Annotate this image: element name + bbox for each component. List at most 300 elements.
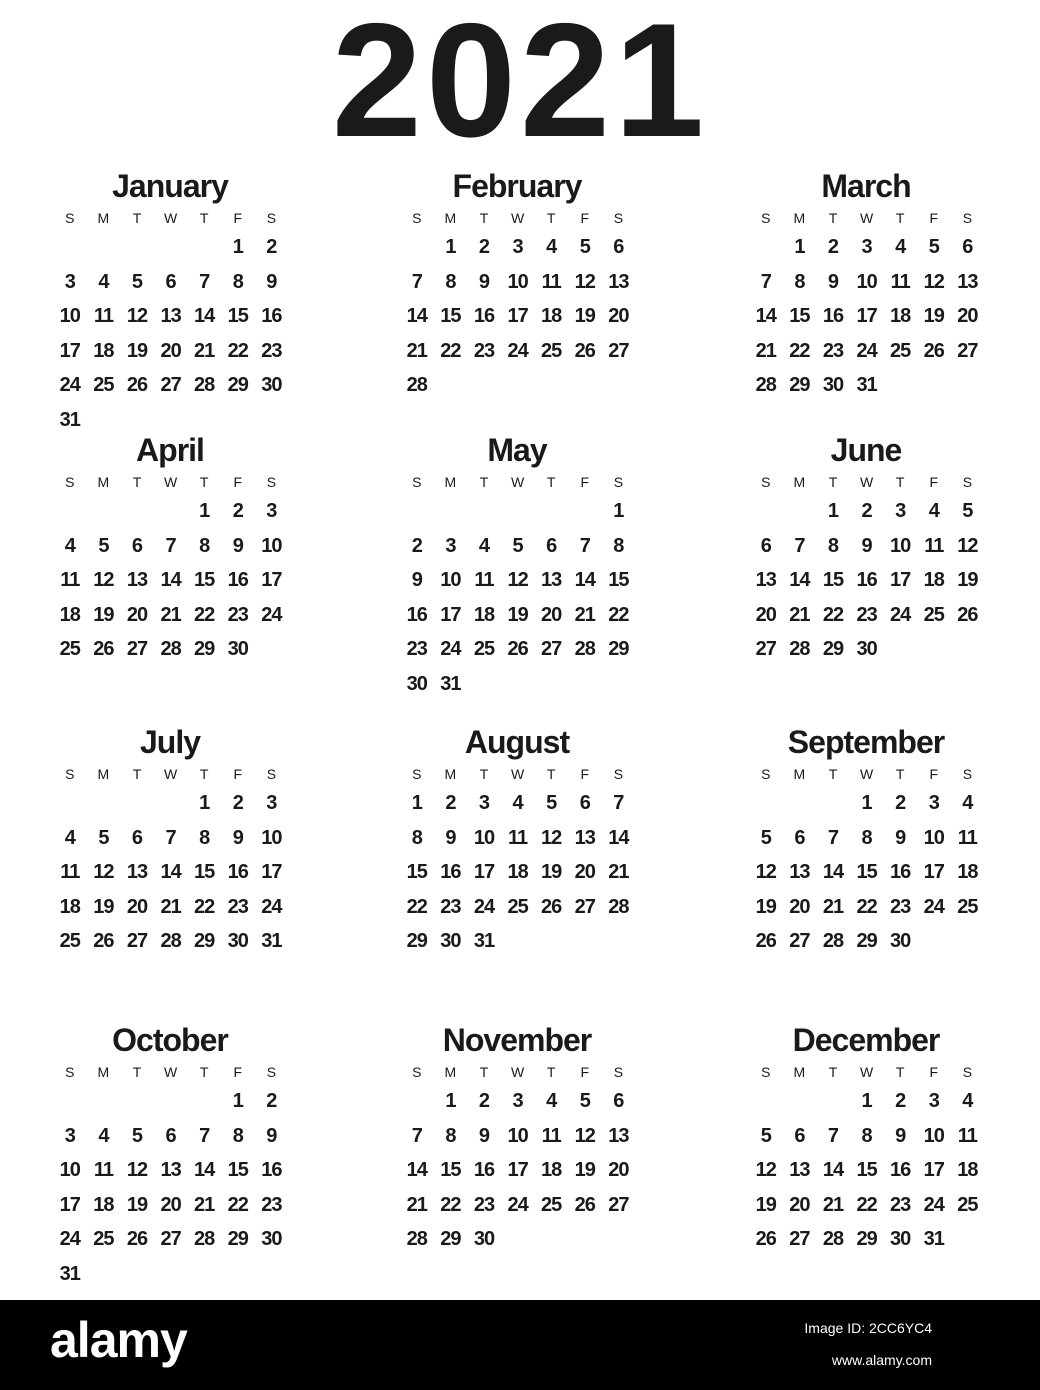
day-number: 26 [126,1228,148,1250]
day-number: 5 [131,1124,143,1147]
weekday-label: T [199,210,209,226]
weekday-label: F [929,1064,939,1080]
footer-bar [0,1300,1040,1390]
day-number: 5 [760,1124,771,1147]
day-number: 12 [574,1124,595,1147]
day-number: 9 [895,826,906,849]
day-number: 30 [890,930,911,952]
year-title: 2021 [331,0,709,171]
day-number: 3 [512,1090,523,1112]
day-number: 2 [266,236,277,258]
day-number: 4 [64,534,75,557]
day-number: 12 [93,861,114,883]
day-number: 26 [923,339,944,362]
day-number: 24 [923,1193,944,1216]
day-number: 11 [93,1159,113,1181]
day-number: 22 [227,339,248,362]
weekday-label: S [65,474,75,490]
day-number: 13 [160,1159,181,1181]
day-number: 4 [512,792,523,814]
day-number: 6 [165,270,176,293]
weekday-label: T [132,766,142,782]
day-number: 6 [131,534,143,557]
day-number: 26 [574,339,595,362]
weekday-label: M [793,210,806,226]
day-number: 17 [59,339,80,362]
day-number: 23 [856,603,877,626]
day-number: 11 [508,826,528,849]
day-number: 18 [59,603,80,626]
day-grid [749,470,986,667]
day-number: 28 [608,895,629,918]
day-number: 30 [440,930,461,952]
day-number: 5 [512,534,523,557]
weekday-label: W [859,210,874,226]
day-number: 23 [227,603,248,626]
day-number: 5 [579,236,590,258]
weekday-label: S [761,766,771,782]
day-number: 28 [160,638,181,660]
day-number: 24 [856,339,877,362]
day-number: 20 [126,895,148,918]
day-number: 13 [574,826,595,849]
day-number: 3 [928,792,939,814]
weekday-label: T [828,474,838,490]
month-name: July [139,724,201,760]
day-number: 18 [923,569,944,591]
day-number: 8 [445,1124,456,1147]
day-number: 25 [957,895,978,918]
day-number: 12 [755,1159,776,1181]
weekday-label: M [793,474,806,490]
weekday-label: T [828,1064,838,1080]
day-number: 15 [227,305,248,327]
day-number: 23 [406,638,427,660]
day-number: 4 [546,1090,557,1112]
day-number: 24 [923,895,944,918]
day-number: 5 [131,270,143,293]
day-number: 6 [760,534,771,557]
day-number: 9 [861,534,872,557]
day-number: 29 [440,1228,461,1250]
month-july [50,722,290,959]
day-number: 2 [445,792,456,814]
day-number: 10 [923,1124,944,1147]
day-number: 22 [856,895,877,918]
month-december [746,1020,986,1257]
day-number: 26 [93,638,114,660]
day-number: 10 [923,826,944,849]
day-number: 18 [473,603,495,626]
day-number: 25 [957,1193,978,1216]
day-number: 14 [789,569,810,591]
weekday-label: T [546,210,556,226]
weekday-label: T [828,766,838,782]
day-number: 2 [827,236,839,258]
day-number: 3 [478,792,490,814]
day-number: 10 [473,826,495,849]
day-number: 8 [827,534,839,557]
day-number: 28 [406,1228,427,1250]
day-number: 27 [608,339,629,362]
day-number: 5 [962,500,973,522]
day-number: 20 [608,1159,629,1181]
day-number: 7 [794,534,805,557]
site-url: www.alamy.com [831,1352,932,1368]
day-number: 31 [440,672,461,695]
day-number: 17 [473,861,495,883]
day-number: 31 [59,408,80,431]
day-number: 14 [822,1159,844,1181]
day-number: 14 [406,305,427,327]
day-number: 20 [160,339,181,362]
day-number: 18 [507,861,528,883]
month-april [50,430,290,667]
day-number: 22 [608,603,629,626]
day-number: 6 [794,1124,805,1147]
weekday-label: S [613,474,624,490]
month-name: August [464,724,570,760]
day-number: 22 [440,1193,461,1216]
day-number: 29 [789,374,810,396]
day-number: 12 [126,1159,148,1181]
weekday-label: F [233,766,243,782]
day-number: 21 [406,1193,427,1216]
day-number: 15 [194,861,215,883]
weekday-label: F [233,1064,243,1080]
day-number: 20 [789,895,810,918]
day-number: 7 [613,792,624,814]
day-number: 6 [962,236,973,258]
day-number: 15 [822,569,844,591]
day-number: 26 [574,1193,595,1216]
day-number: 7 [827,826,839,849]
day-number: 15 [440,1159,461,1181]
day-number: 1 [232,1090,243,1112]
day-number: 1 [794,236,805,258]
day-number: 8 [445,270,456,293]
day-number: 1 [199,500,210,522]
weekday-label: F [580,766,590,782]
weekday-label: T [199,1064,209,1080]
day-number: 4 [64,826,75,849]
day-number: 29 [406,930,427,952]
day-number: 22 [856,1193,877,1216]
day-number: 21 [789,603,810,626]
day-number: 8 [861,826,872,849]
day-number: 16 [822,305,844,327]
weekday-label: S [412,474,422,490]
day-number: 1 [232,236,243,258]
day-number: 18 [541,1159,562,1181]
weekday-label: M [444,1064,457,1080]
day-number: 19 [541,861,562,883]
month-name: October [112,1022,228,1058]
day-number: 23 [227,895,248,918]
day-number: 22 [194,603,215,626]
day-number: 30 [227,638,248,660]
day-number: 20 [541,603,562,626]
day-number: 4 [962,792,973,814]
weekday-label: T [895,1064,905,1080]
day-number: 7 [827,1124,839,1147]
day-number: 19 [126,339,148,362]
day-number: 9 [478,1124,490,1147]
day-number: 20 [574,861,595,883]
weekday-label: S [962,766,973,782]
day-number: 9 [895,1124,906,1147]
month-name: June [830,432,902,468]
day-number: 15 [406,861,427,883]
day-number: 4 [98,270,109,293]
day-number: 22 [822,603,844,626]
day-number: 20 [957,305,978,327]
day-number: 5 [98,826,109,849]
weekday-label: T [479,1064,489,1080]
day-number: 23 [440,895,461,918]
day-number: 7 [411,270,422,293]
day-number: 15 [440,305,461,327]
month-name: April [136,432,204,468]
weekday-label: W [510,474,525,490]
weekday-label: T [895,210,905,226]
day-number: 17 [507,1159,528,1181]
day-number: 27 [574,895,595,918]
weekday-label: T [546,1064,556,1080]
day-grid [400,762,637,959]
day-number: 3 [266,792,277,814]
day-number: 1 [445,1090,456,1112]
day-number: 11 [957,1124,977,1147]
day-number: 15 [856,861,877,883]
day-number: 12 [574,270,595,293]
day-grid [53,470,290,667]
day-number: 11 [541,1124,561,1147]
month-name: November [442,1022,592,1058]
day-number: 6 [165,1124,176,1147]
day-number: 29 [822,638,844,660]
weekday-label: T [132,1064,142,1080]
day-number: 28 [574,638,595,660]
month-june [746,430,986,667]
day-number: 30 [261,1228,282,1250]
month-name: September [787,724,945,760]
day-number: 3 [64,270,75,293]
day-number: 11 [890,270,910,293]
day-number: 7 [199,270,210,293]
day-number: 24 [59,374,80,396]
day-number: 5 [546,792,557,814]
day-grid [53,762,290,959]
weekday-label: T [828,210,838,226]
day-number: 7 [199,1124,210,1147]
day-number: 11 [60,861,80,883]
day-number: 2 [411,534,422,557]
day-number: 15 [789,305,810,327]
weekday-label: F [580,474,590,490]
day-number: 10 [59,1159,80,1181]
day-number: 3 [928,1090,939,1112]
day-number: 30 [227,930,248,952]
day-number: 8 [861,1124,872,1147]
day-number: 26 [755,930,776,952]
weekday-label: S [613,1064,624,1080]
day-number: 2 [478,1090,490,1112]
day-number: 14 [608,826,629,849]
day-number: 11 [924,534,944,557]
day-number: 25 [541,1193,562,1216]
day-number: 16 [473,1159,495,1181]
day-number: 22 [440,339,461,362]
day-number: 19 [923,305,944,327]
day-number: 21 [160,603,181,626]
weekday-label: F [580,1064,590,1080]
day-number: 17 [923,1159,944,1181]
day-number: 2 [478,236,490,258]
weekday-label: T [479,474,489,490]
day-number: 7 [579,534,590,557]
day-number: 18 [93,1193,114,1216]
weekday-label: M [97,766,110,782]
day-number: 19 [574,1159,595,1181]
day-number: 7 [165,826,176,849]
day-number: 17 [507,305,528,327]
day-number: 30 [406,672,427,695]
weekday-label: W [163,766,178,782]
day-number: 9 [827,270,839,293]
day-number: 11 [541,270,561,293]
day-number: 11 [60,569,80,591]
day-number: 31 [856,374,877,396]
day-number: 17 [261,861,282,883]
day-number: 8 [199,826,210,849]
day-number: 6 [131,826,143,849]
day-number: 10 [890,534,911,557]
day-number: 28 [789,638,810,660]
day-number: 28 [194,374,215,396]
day-number: 12 [923,270,944,293]
day-number: 12 [507,569,528,591]
weekday-label: M [97,1064,110,1080]
day-number: 1 [445,236,456,258]
day-number: 9 [445,826,456,849]
weekday-label: T [479,210,489,226]
day-number: 16 [261,305,282,327]
day-number: 15 [856,1159,877,1181]
weekday-label: W [163,210,178,226]
day-number: 2 [232,792,243,814]
day-number: 3 [512,236,523,258]
day-number: 23 [473,1193,495,1216]
day-number: 30 [473,1228,495,1250]
day-number: 16 [890,861,911,883]
day-number: 6 [794,826,805,849]
weekday-label: F [233,474,243,490]
day-number: 13 [755,569,776,591]
day-number: 30 [822,374,844,396]
day-number: 21 [406,339,427,362]
day-grid [749,1060,986,1257]
weekday-label: T [546,766,556,782]
day-number: 9 [411,569,422,591]
day-number: 9 [478,270,490,293]
day-number: 3 [64,1124,75,1147]
day-number: 28 [755,374,776,396]
day-number: 14 [160,861,181,883]
weekday-label: W [859,1064,874,1080]
weekday-label: S [613,210,624,226]
month-august [397,722,637,959]
weekday-label: T [895,766,905,782]
weekday-label: F [929,766,939,782]
day-number: 31 [923,1228,944,1250]
day-number: 2 [895,1090,906,1112]
month-name: February [452,168,582,204]
day-number: 26 [507,638,528,660]
day-number: 29 [227,374,248,396]
day-number: 23 [261,339,282,362]
month-may [397,430,637,701]
day-number: 27 [160,374,181,396]
day-number: 4 [98,1124,109,1147]
day-number: 21 [194,1193,215,1216]
day-number: 14 [822,861,844,883]
weekday-label: T [199,766,209,782]
day-number: 10 [59,305,80,327]
day-number: 9 [232,534,243,557]
day-number: 24 [261,603,282,626]
weekday-label: W [163,1064,178,1080]
day-number: 21 [194,339,215,362]
weekday-label: T [479,766,489,782]
weekday-label: W [859,474,874,490]
day-number: 30 [261,374,282,396]
day-number: 2 [861,500,872,522]
weekday-label: W [510,210,525,226]
weekday-label: S [962,210,973,226]
day-number: 31 [473,930,495,952]
day-number: 8 [411,826,422,849]
day-number: 14 [406,1159,427,1181]
day-number: 13 [608,270,629,293]
month-name: March [821,168,911,204]
day-number: 21 [574,603,595,626]
day-number: 18 [59,895,80,918]
day-number: 21 [608,861,629,883]
weekday-label: M [97,210,110,226]
day-number: 12 [957,534,978,557]
day-number: 6 [579,792,590,814]
weekday-label: S [412,1064,422,1080]
day-number: 3 [895,500,906,522]
day-number: 17 [261,569,282,591]
weekday-label: S [613,766,624,782]
day-number: 16 [406,603,427,626]
day-number: 20 [608,305,629,327]
weekday-label: M [444,766,457,782]
day-number: 4 [895,236,906,258]
day-number: 29 [227,1228,248,1250]
day-number: 22 [789,339,810,362]
day-number: 31 [261,930,282,952]
day-number: 30 [890,1228,911,1250]
day-number: 4 [928,500,939,522]
day-number: 18 [957,1159,978,1181]
weekday-label: S [266,474,277,490]
day-number: 20 [755,603,776,626]
month-january [50,166,290,437]
day-number: 14 [194,1159,215,1181]
